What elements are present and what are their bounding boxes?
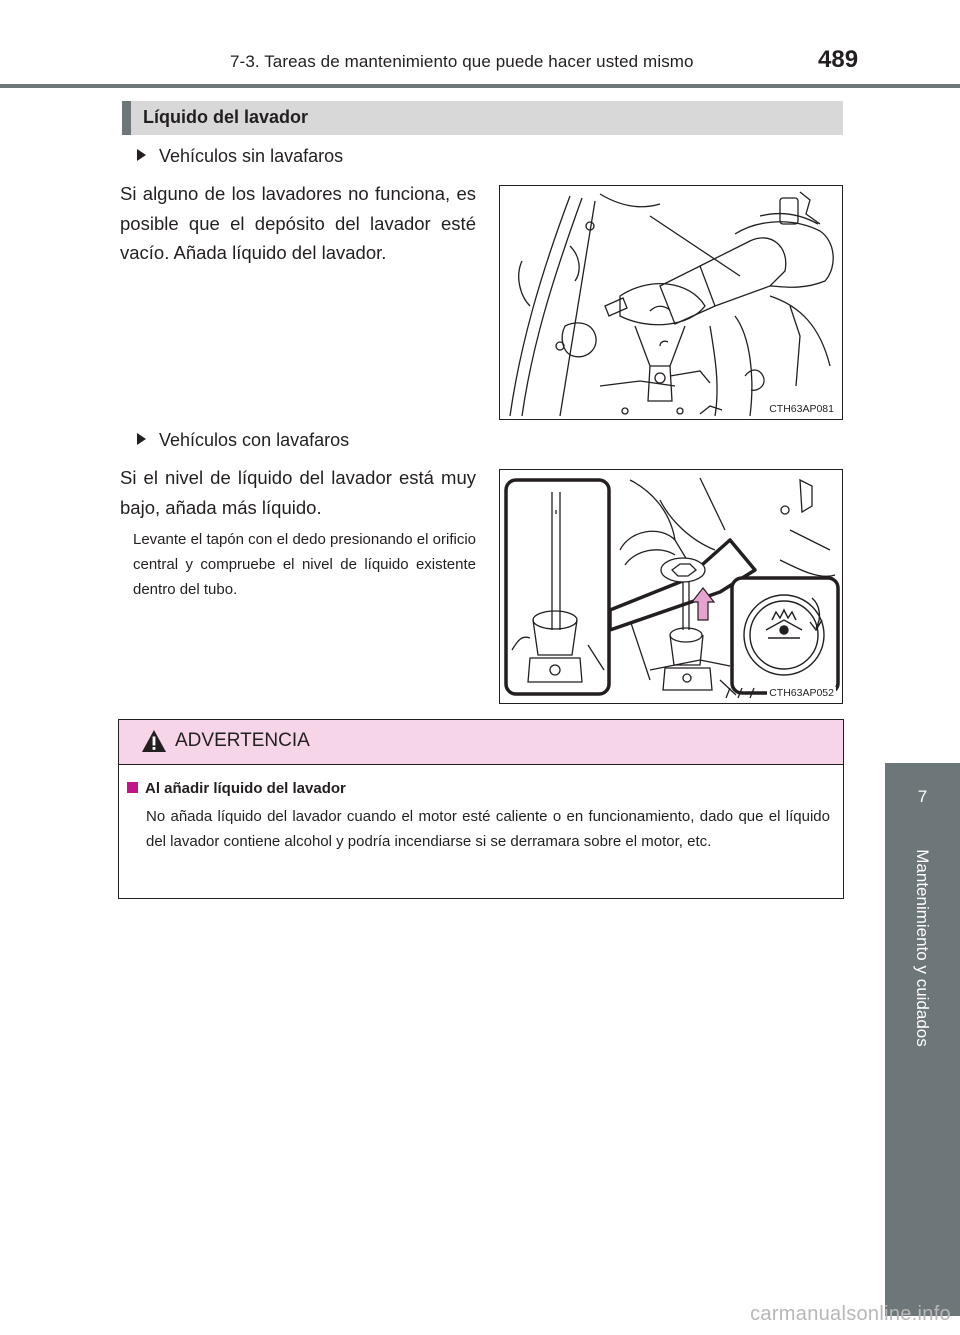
warning-title: ADVERTENCIA [175, 730, 310, 751]
paragraph-with-headlamp-cleaners: Si el nivel de líquido del lavador está muy bajo, añada más líquido. [120, 467, 476, 518]
chapter-number: 7 [917, 787, 928, 806]
warning-subtitle: Al añadir líquido del lavador [145, 780, 346, 797]
figure-code: CTH63AP052 [769, 687, 834, 699]
bullet-label: Vehículos con lavafaros [159, 430, 350, 450]
warning-subtitle-row [127, 780, 346, 797]
engine-bay-dipstick-illustration [500, 470, 843, 704]
warning-header [119, 720, 843, 765]
paragraph-without-headlamp-cleaners: Si alguno de los lavadores no funciona, es posible que el depósito del lavador esté vacío. Añada líquido del lavador. [120, 183, 476, 263]
warning-triangle-icon [141, 729, 167, 753]
watermark: carmanualsonline.info [750, 1303, 951, 1325]
bullet-arrow-icon [137, 149, 146, 161]
bullet-label: Vehículos sin lavafaros [159, 146, 344, 166]
engine-bay-pouring-illustration [500, 186, 843, 420]
figure-refill-washer-fluid [499, 185, 843, 420]
chapter-tab [885, 763, 960, 838]
section-heading [122, 101, 843, 135]
square-marker-icon [127, 782, 138, 793]
note-check-level: Levante el tapón con el dedo presionando el orificio central y compruebe el nivel de líquido existente dentro del tubo. [133, 531, 476, 598]
header-rule [0, 84, 960, 88]
bullet-without-headlamp-cleaners [137, 146, 343, 167]
chapter-label: Mantenimiento y cuidados [913, 849, 932, 1047]
warning-body: No añada líquido del lavador cuando el motor esté caliente o en funcionamiento, dado que el líquido del lavador contiene alcohol y podría incendiarse si se derramara sobre el motor, etc. [146, 808, 830, 850]
bullet-with-headlamp-cleaners [137, 430, 349, 451]
page-number: 489 [818, 46, 859, 73]
bullet-arrow-icon [137, 433, 146, 445]
figure-code: CTH63AP081 [769, 403, 834, 415]
figure-check-level [499, 469, 843, 704]
section-title: Líquido del lavador [143, 107, 309, 127]
running-header-title: 7-3. Tareas de mantenimiento que puede hacer usted mismo [230, 52, 694, 71]
warning-box [118, 719, 844, 899]
